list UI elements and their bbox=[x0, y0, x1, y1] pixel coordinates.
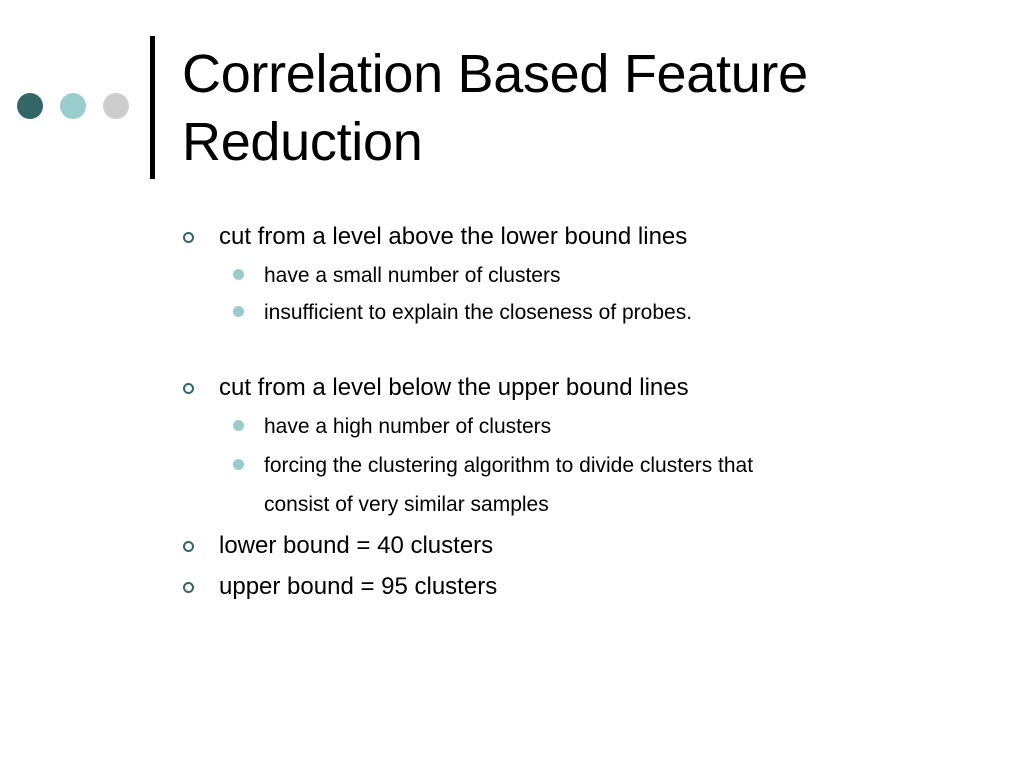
title-line-1: Correlation Based Feature bbox=[182, 44, 808, 104]
bullet-item: cut from a level below the upper bound lines bbox=[219, 374, 689, 401]
bullet-item: lower bound = 40 clusters bbox=[219, 532, 494, 559]
sub-bullet-item: forcing the clustering algorithm to divide clusters that bbox=[264, 446, 753, 485]
sub-bullet-item: have a high number of clusters bbox=[264, 407, 551, 446]
title-line-2: Reduction bbox=[182, 112, 423, 172]
bullet-item: cut from a level above the lower bound lines bbox=[219, 223, 688, 250]
sub-bullet-item: insufficient to explain the closeness of probes. bbox=[264, 293, 692, 332]
sub-bullet-item: have a small number of clusters bbox=[264, 256, 560, 295]
bullet-item: upper bound = 95 clusters bbox=[219, 573, 498, 600]
sub-bullet-continuation: consist of very similar samples bbox=[264, 493, 549, 516]
